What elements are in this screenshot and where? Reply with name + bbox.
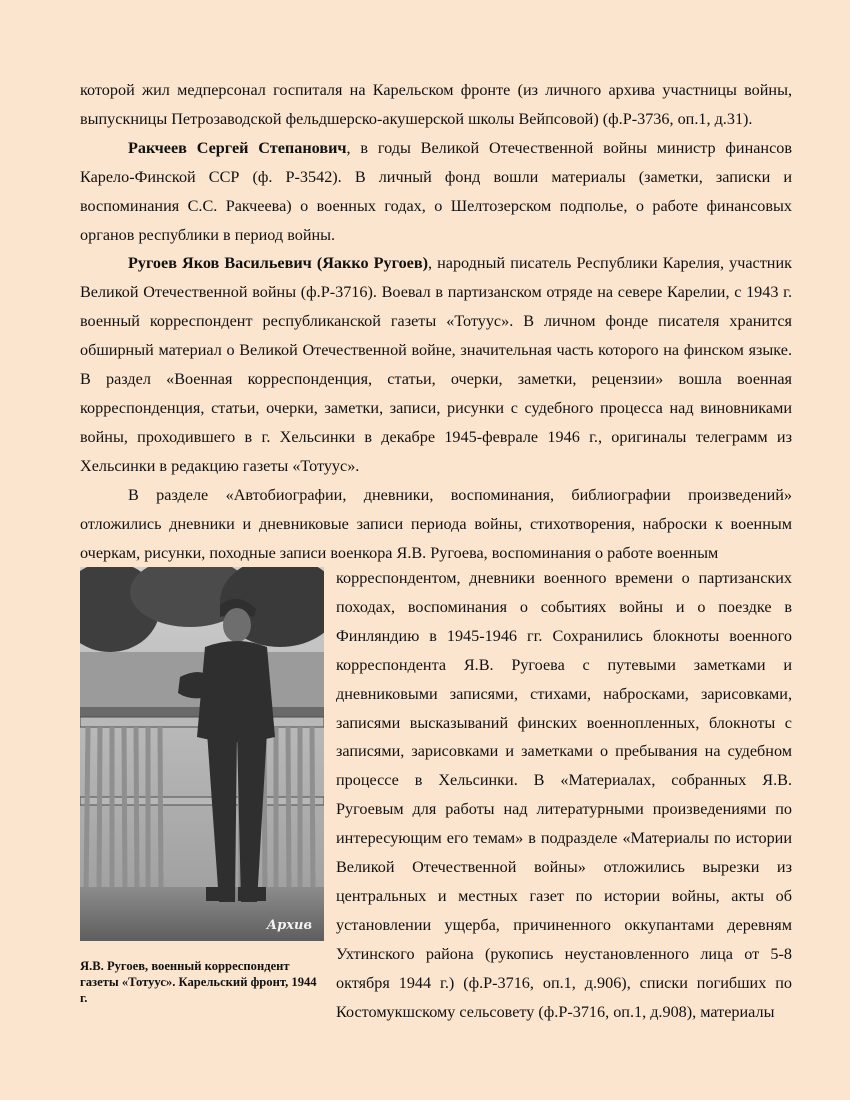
rakcheev-text: , в годы Великой Отечественной войны министр финансов Карело-Финской ССР (ф. Р-3542). В личный фонд вошли материалы (заметки, записки и воспоминания С.С. Ракчеева) о военных годах, о Шелтозерском подполье, о работе финансовых органов республики в период войны.: [80, 138, 792, 244]
intro-paragraph: которой жил медперсонал госпиталя на Карельском фронте (из личного архива участницы войны, выпускницы Петрозаводской фельдшерско-акушерской школы Вейпсовой) (ф.Р-3736, оп.1, д.31).: [80, 81, 792, 128]
rakcheev-paragraph: [80, 134, 792, 250]
rugoev-text: , народный писатель Республики Карелия, участник Великой Отечественной войны (ф.Р-3716). Воевал в партизанском отряде на севере Карелии, с 1943 г. военный корреспондент республиканской газеты «Тотуус». В личном фонде писателя хранится обширный материал о Великой Отечественной войне, значительная часть которого на финском языке. В раздел «Военная корреспонденция, статьи, очерки, заметки, рецензии» вошла военная корреспонденция, статьи, очерки, заметки, записи, рисунки с судебного процесса над виновниками войны, проходившего в г. Хельсинки в декабре 1945-феврале 1946 г., оригиналы телеграмм из Хельсинки в редакцию газеты «Тотуус».: [80, 254, 792, 475]
right-paragraph: корреспондентом, дневники военного времени о партизанских походах, воспоминания о событиях войны и о поездке в Финляндию в 1945-1946 гг. Сохранились блокноты военного корреспондента Я.В. Ругоева с путевыми заметками и дневниковыми записями, стихами, набросками, зарисовками, записями высказываний финских военнопленных, блокноты с записями, зарисовками и заметками о пребывания на судебном процессе в Хельсинки. В «Материалах, собранных Я.В. Ругоевым для работы над литературными произведениями по интересующим его темам» в подразделе «Материалы по истории Великой Отечественной войны» отложились вырезки из центральных и местных газет по истории войны, акты об установлении ущерба, причиненного оккупантами деревням Ухтинского района (рукопись неустановленного лица от 5-8 октября 1944 г.) (ф.Р-3716, оп.1, д.906), списки погибших по Костомукшскому сельсовету (ф.Р-3716, оп.1, д.908), материалы: [336, 569, 792, 1021]
photo-caption: Я.В. Ругоев, военный корреспондент газеты «Тотуус». Карельский фронт, 1944 г.: [80, 959, 317, 1005]
photo-watermark: Архив: [266, 918, 312, 933]
autobio-paragraph: В разделе «Автобиографии, дневники, воспоминания, библиографии произведений» отложились дневники и дневниковые записи периода войны, стихотворения, наброски к военным очеркам, рисунки, походные записи военкора Я.В. Ругоева, воспоминания о работе военным: [80, 485, 792, 562]
main-text: [80, 76, 792, 567]
rugoev-paragraph: [80, 249, 792, 480]
rakcheev-name: Ракчеев Сергей Степанович: [128, 138, 347, 157]
rugoev-photo: [80, 567, 324, 941]
right-column-text: [336, 564, 792, 1027]
rugoev-name: Ругоев Яков Васильевич (Яакко Ругоев): [128, 254, 428, 273]
